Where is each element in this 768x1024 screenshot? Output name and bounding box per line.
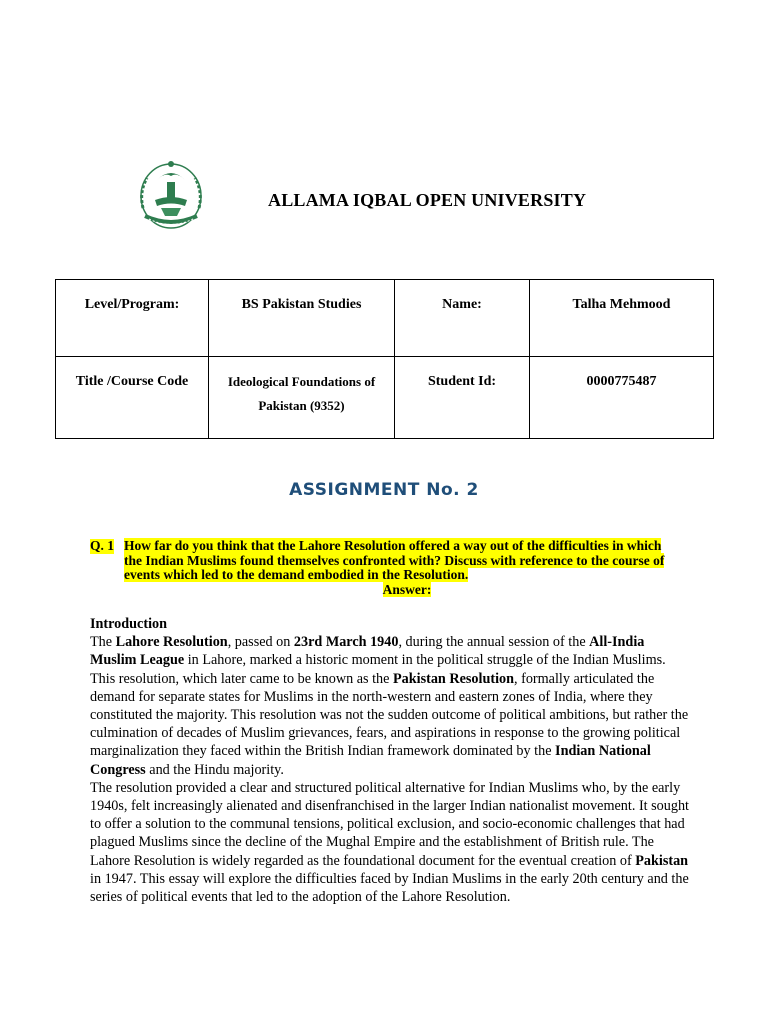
intro-paragraph-2: [90, 779, 690, 906]
question-block: [90, 539, 690, 597]
course-label: Title /Course Code: [56, 357, 209, 439]
question-number: Q. 1: [90, 538, 115, 553]
answer-line: [124, 583, 690, 598]
p1-bold-2: 23rd March 1940: [293, 634, 399, 651]
student-info-table: [55, 279, 714, 439]
p1-text-4: in Lahore, marked a historic moment in the political struggle of the Indian Muslims. This resolution, which later came to be known as the: [90, 652, 666, 687]
course-value-line1: Ideological Foundations of: [227, 374, 376, 389]
question-line-2: the Indian Muslims found themselves confronted with? Discuss with reference to the course of: [124, 552, 665, 568]
p1-bold-5: Indian National Congress: [90, 743, 651, 778]
assignment-title: ASSIGNMENT No. 2: [289, 480, 479, 500]
university-crest-icon: [131, 156, 211, 232]
p1-text-3: , during the annual session of the: [398, 634, 590, 651]
question-line-3: events which led to the demand embodied in the Resolution.: [124, 567, 469, 582]
level-value: BS Pakistan Studies: [209, 280, 395, 357]
intro-paragraph-1: [90, 633, 690, 779]
p1-text-5: , formally articulated the demand for separate states for Muslims in the north-western and eastern zones of India, where they constituted the majority. This resolution was not the sudden outcome of political ambitions, but rather the culmination of decades of Muslim grievances, fears, and aspirations in response to the growing political marginalization they faced within the British Indian framework dominated by the: [90, 670, 689, 760]
p1-bold-3: All-India Muslim League: [90, 634, 645, 669]
intro-heading: Introduction: [90, 616, 167, 632]
p1-text-6: and the Hindu majority.: [145, 761, 284, 778]
student-id-label: Student Id:: [395, 357, 530, 439]
p2-text-2: in 1947. This essay will explore the difficulties faced by Indian Muslims in the early 20th century and the series of political events that led to the adoption of the Lahore Resolution.: [90, 870, 689, 906]
question-line-1: How far do you think that the Lahore Resolution offered a way out of the difficulties in which: [124, 538, 662, 553]
name-label: Name:: [395, 280, 530, 357]
p2-bold-1: Pakistan: [635, 852, 689, 869]
level-label: Level/Program:: [56, 280, 209, 357]
course-value-text: [228, 370, 375, 418]
question-text: [124, 539, 690, 583]
p1-bold-1: Lahore Resolution: [115, 634, 228, 651]
course-value: [209, 357, 395, 439]
university-name: ALLAMA IQBAL OPEN UNIVERSITY: [268, 190, 587, 210]
p1-bold-4: Pakistan Resolution: [392, 670, 514, 687]
course-value-line2: Pakistan (9352): [258, 398, 345, 413]
introduction-section: [90, 615, 690, 906]
student-id-value: 0000775487: [530, 357, 714, 439]
p1-text-1: The: [90, 634, 116, 651]
p1-text-2: , passed on: [227, 634, 294, 651]
p2-text-1: The resolution provided a clear and structured political alternative for Indian Muslims who, by the early 1940s, felt increasingly alienated and disenfranchised in the larger Indian nationalist movement. It sought to offer a solution to the communal tensions, political exclusion, and socio-economic challenges that had plagued Muslims since the decline of the Mughal Empire and the establishment of British rule. The Lahore Resolution is widely regarded as the foundational document for the eventual creation of: [90, 779, 689, 869]
name-value: Talha Mehmood: [530, 280, 714, 357]
answer-label: Answer:: [382, 581, 432, 597]
